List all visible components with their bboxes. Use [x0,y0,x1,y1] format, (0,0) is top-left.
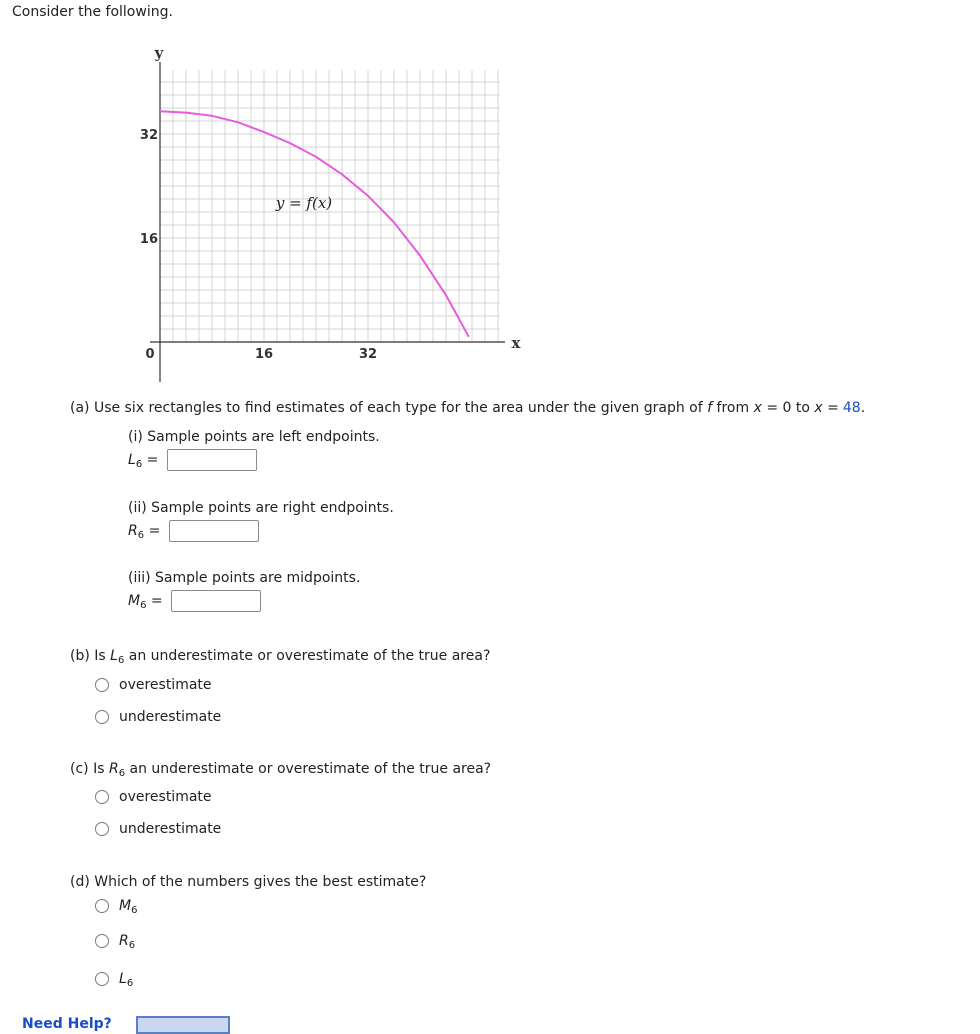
end-period: . [860,400,866,416]
radio-button[interactable] [95,822,109,836]
part-d-option-R6[interactable] [95,933,135,949]
option-subscript: 6 [131,905,138,916]
option-label: overestimate [119,789,212,805]
part-b-suffix: an underestimate or overestimate of the true area? [128,648,491,664]
x-tick-label: 0 [145,347,155,362]
end-value: 48 [842,400,861,416]
part-c-option-overestimate[interactable] [95,789,212,805]
option-symbol: L [119,971,127,987]
R6-equals: = [148,523,161,539]
y-axis-label: y [154,44,164,62]
x-symbol-2: x [814,400,823,416]
option-label: overestimate [119,677,212,693]
part-b-question [70,648,490,664]
R6-symbol: R [128,523,138,539]
radio-button[interactable] [95,899,109,913]
radio-button[interactable] [95,790,109,804]
part-a-prefix: (a) Use six rectangles to find estimates of each type for the area under the given graph of [70,400,703,416]
part-b-prefix: (b) Is [70,648,106,664]
help-button[interactable] [136,1016,230,1034]
option-subscript: 6 [128,940,136,951]
x-axis-label: x [511,334,521,352]
part-a-question [70,400,865,416]
M6-symbol: M [128,593,141,609]
option-label: underestimate [119,709,222,725]
eq-part-1: = 0 to [766,400,810,416]
x-tick-label: 32 [358,347,378,362]
part-c-question [70,761,491,777]
part-c-prefix: (c) Is [70,761,105,777]
from-word: from [716,400,750,416]
R6-subscript: 6 [137,530,145,541]
part-d-option-L6[interactable] [95,971,133,987]
option-symbol: R [119,933,129,949]
part-d-question: (d) Which of the numbers gives the best estimate? [70,874,427,890]
y-tick-label: 32 [139,128,158,143]
radio-button[interactable] [95,972,109,986]
part-c-suffix: an underestimate or overestimate of the true area? [129,761,492,777]
part-d-option-M6[interactable] [95,898,137,914]
part-a-ii-label: (ii) Sample points are right endpoints. [128,500,394,516]
L6-input[interactable] [167,449,257,471]
L6-subscript: 6 [135,459,143,470]
intro-text: Consider the following. [12,4,173,20]
M6-equals: = [150,593,163,609]
option-label [119,971,133,987]
radio-button[interactable] [95,934,109,948]
L6-equals: = [146,452,159,468]
L6-answer-row [128,449,257,471]
part-b-subscript: 6 [117,655,125,666]
option-label [119,898,137,914]
part-a-iii-label: (iii) Sample points are midpoints. [128,570,361,586]
part-c-subscript: 6 [118,768,126,779]
f-symbol: f [707,400,713,416]
x-symbol-1: x [753,400,762,416]
R6-input[interactable] [169,520,259,542]
option-symbol: M [119,898,132,914]
part-b-option-overestimate[interactable] [95,677,212,693]
part-b-symbol: L [110,648,118,664]
part-b-option-underestimate[interactable] [95,709,221,725]
option-label [119,933,135,949]
x-tick-label: 16 [254,347,274,362]
R6-answer-row [128,520,259,542]
option-label: underestimate [119,821,222,837]
curve-label: y = f(x) [275,194,333,212]
function-graph [0,0,980,400]
radio-button[interactable] [95,710,109,724]
part-c-symbol: R [108,761,119,777]
radio-button[interactable] [95,678,109,692]
option-subscript: 6 [126,978,134,989]
M6-answer-row [128,590,261,612]
L6-symbol: L [128,452,136,468]
part-c-option-underestimate[interactable] [95,821,221,837]
M6-input[interactable] [171,590,261,612]
eq-part-2: = [827,400,839,416]
y-tick-label: 16 [139,232,158,247]
part-a-i-label: (i) Sample points are left endpoints. [128,429,380,445]
need-help-label: Need Help? [22,1016,112,1032]
M6-subscript: 6 [140,600,147,611]
